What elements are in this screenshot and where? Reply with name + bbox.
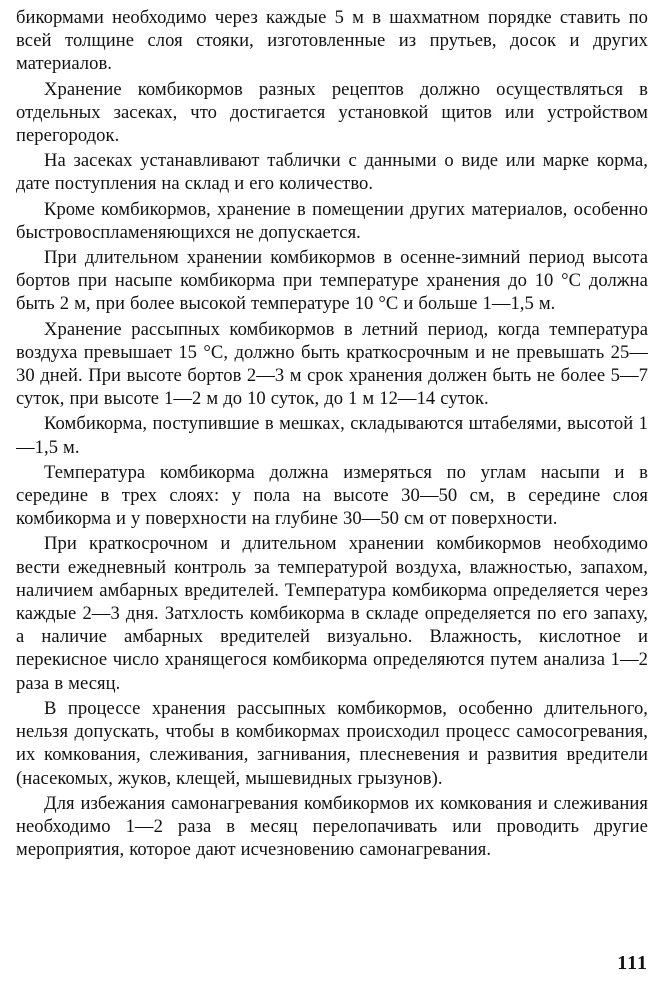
- paragraph-3: На засеках устанавливают таблички с данными о виде или марке корма, дате поступления на склад и его количество.: [16, 150, 648, 195]
- paragraph-8: Температура комбикорма должна измеряться по углам насыпи и в середине в трех слоях: у пола на высоте 30—50 см, в середине слоя комбикорма и у поверхности на глубине 30—50 см от поверхности.: [16, 461, 648, 530]
- paragraph-11: Для избежания самонагревания комбикормов их комкования и слеживания необходимо 1—2 раза в месяц перелопачивать или проводить другие мероприятия, которое дают исчезновению самонагревания.: [16, 792, 648, 861]
- page-number: 111: [617, 952, 648, 974]
- paragraph-9: При краткосрочном и длительном хранении комбикормов необходимо вести ежедневный контроль за температурой воздуха, влажностью, запахом, наличием амбарных вредителей. Температура комбикорма определяется через каждые 2—3 дня. Затхлость комбикорма в складе определяется по его запаху, а наличие амбарных вредителей визуально. Влажность, кислотное и перекисное число хранящегося комбикорма определяются путем анализа 1—2 раза в месяц.: [16, 533, 648, 694]
- paragraph-2: Хранение комбикормов разных рецептов должно осуществляться в отдельных засеках, что достигается установкой щитов или устройством перегородок.: [16, 78, 648, 147]
- paragraph-10: В процессе хранения рассыпных комбикормов, особенно длительного, нельзя допускать, чтобы в комбикормах происходил процесс самосогревания, их комкования, слеживания, загнивания, плесневения и развития вредители (насекомых, жуков, клещей, мышевидных грызунов).: [16, 697, 648, 789]
- paragraph-4: Кроме комбикормов, хранение в помещении других материалов, особенно быстровоспламеняющихся не допускается.: [16, 198, 648, 243]
- paragraph-7: Комбикорма, поступившие в мешках, складываются штабелями, высотой 1—1,5 м.: [16, 413, 648, 458]
- document-page: [16, 6, 648, 936]
- paragraph-5: При длительном хранении комбикормов в осенне-зимний период высота бортов при насыпе комбикорма при температуре хранения до 10 °С должна быть 2 м, при более высокой температуре 10 °С и больше 1—1,5 м.: [16, 247, 648, 315]
- paragraph-6: Хранение рассыпных комбикормов в летний период, когда температура воздуха превышает 15 °С, должно быть краткосрочным и не превышать 25—30 дней. При высоте бортов 2—3 м срок хранения должен быть не более 5—7 суток, при высоте 1—2 м до 10 суток, до 1 м 12—14 суток.: [16, 318, 648, 410]
- paragraph-1: бикормами необходимо через каждые 5 м в шахматном порядке ставить по всей толщине слоя стояки, изготовленные из прутьев, досок и других материалов.: [16, 7, 648, 75]
